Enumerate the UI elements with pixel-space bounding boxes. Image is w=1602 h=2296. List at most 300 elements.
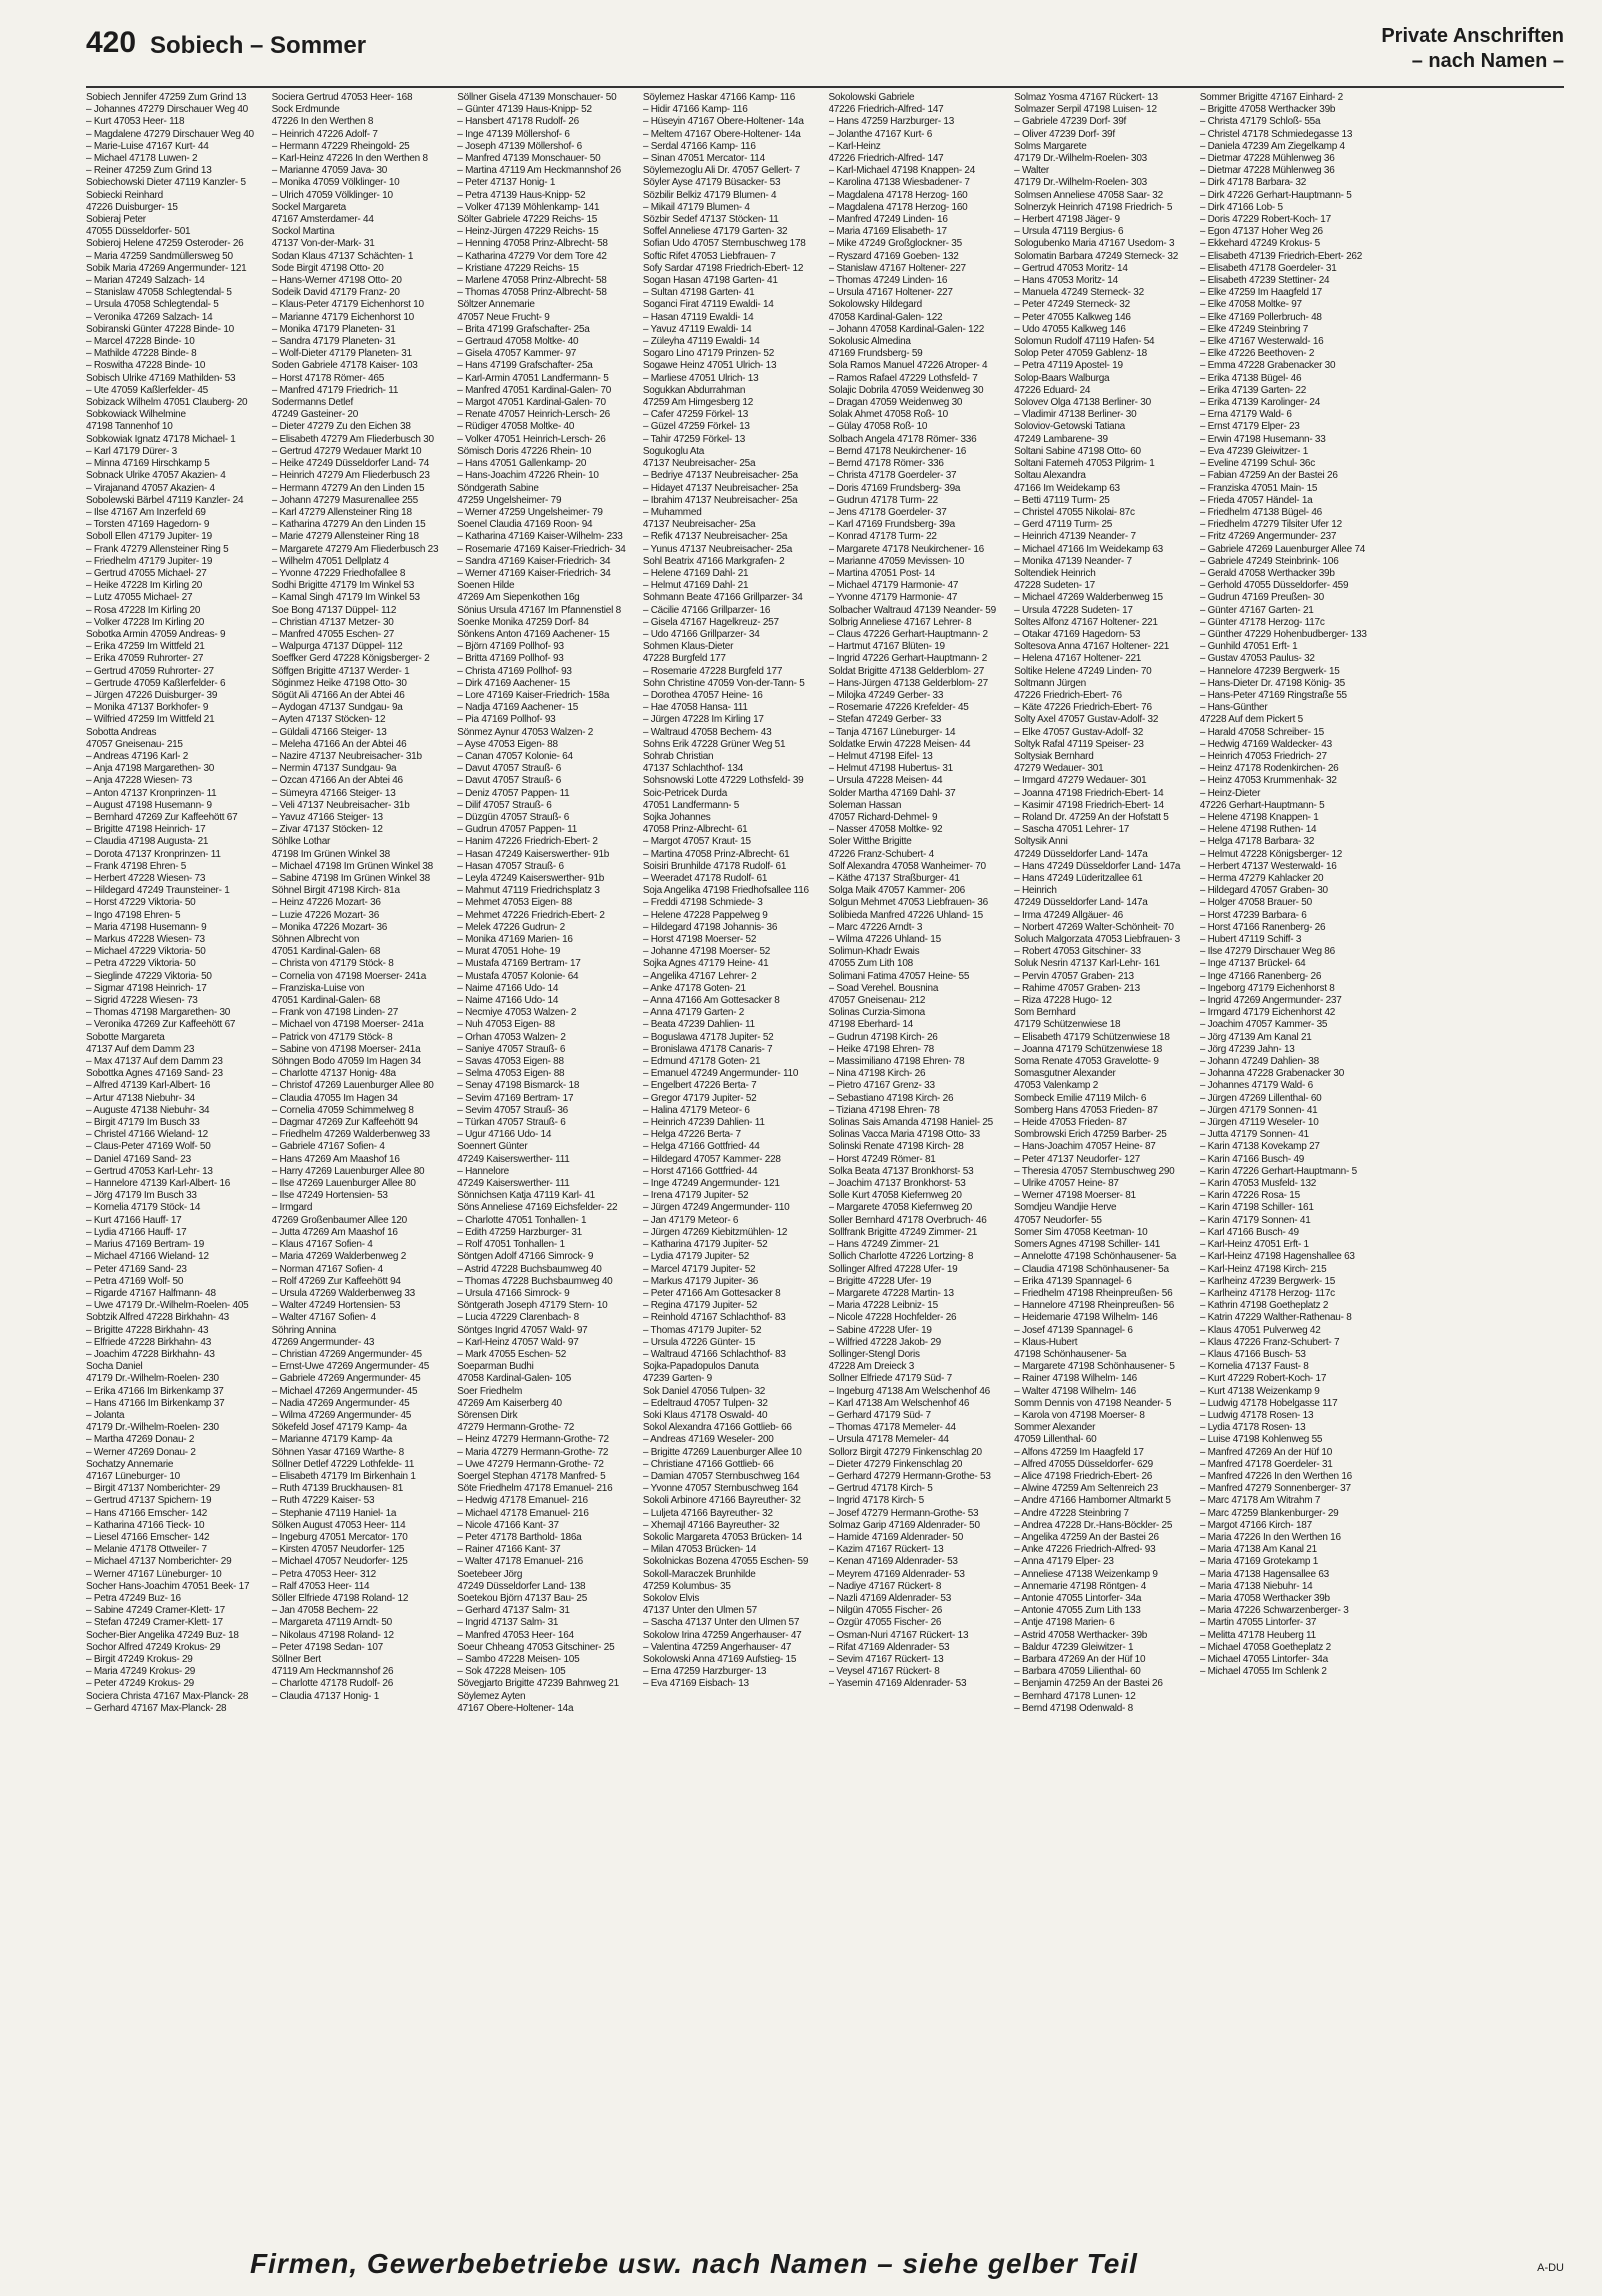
- directory-entry: – Maria 47226 Schwarzenberger- 3: [1199, 1605, 1349, 1617]
- directory-entry: – Hannelore 47198 Rheinpreußen- 56: [1014, 1300, 1175, 1312]
- directory-entry: – Elfriede 47228 Birkhahn- 43: [86, 1336, 212, 1348]
- directory-entry: – Angelika 47167 Lehrer- 2: [642, 970, 757, 982]
- directory-entry: – Antje 47198 Marien- 6: [1014, 1617, 1115, 1629]
- directory-entry: – Nasser 47058 Moltke- 92: [828, 824, 943, 836]
- directory-entry: – Hae 47058 Hansa- 111: [642, 702, 748, 714]
- directory-entry: – Emma 47228 Grabenacker 30: [1199, 360, 1336, 372]
- directory-entry: 47228 Am Dreieck 3: [828, 1361, 915, 1373]
- directory-entry: – Anna 47166 Am Gottesacker 8: [642, 995, 780, 1007]
- directory-entry: – Rüdiger 47058 Moltke- 40: [457, 421, 575, 433]
- directory-entry: Softic Rifet 47053 Liebfrauen- 7: [642, 250, 776, 262]
- directory-entry: Sohsnowski Lotte 47229 Lothsfeld- 39: [642, 775, 804, 787]
- directory-entry: – Selma 47053 Eigen- 88: [457, 1068, 565, 1080]
- directory-entry: – Horst 47239 Barbara- 6: [1199, 909, 1307, 921]
- directory-entry: – Boguslawa 47178 Jupiter- 52: [642, 1031, 774, 1043]
- directory-entry: – Ingeburg 47051 Mercator- 170: [271, 1531, 408, 1543]
- directory-column: [829, 92, 1008, 2244]
- directory-entry: – Serdal 47166 Kamp- 116: [642, 140, 756, 152]
- directory-entry: – Ursula 47269 Walderbenweg 33: [271, 1287, 415, 1299]
- directory-entry: – Edith 47259 Harzburger- 31: [457, 1226, 582, 1238]
- directory-entry: 47259 Ungelsheimer- 79: [457, 494, 562, 506]
- directory-entry: Solms Margarete: [1014, 140, 1087, 152]
- directory-entry: – Engelbert 47226 Berta- 7: [642, 1080, 757, 1092]
- directory-entry: – Peter 47249 Krokus- 29: [86, 1678, 194, 1690]
- directory-entry: – Manfred 47279 Sonnenberger- 37: [1199, 1483, 1351, 1495]
- directory-entry: – Theresia 47057 Sternbuschweg 290: [1014, 1165, 1175, 1177]
- directory-entry: – Maria 47228 Leibniz- 15: [828, 1300, 938, 1312]
- directory-entry: – Helene 47198 Ruthen- 14: [1199, 824, 1317, 836]
- directory-entry: – Sabine von 47198 Moerser- 241a: [271, 1043, 421, 1055]
- directory-entry: – Luzie 47226 Mozart- 36: [271, 909, 380, 921]
- directory-entry: Sörensen Dirk: [457, 1409, 518, 1421]
- directory-entry: – Elke 47057 Gustav-Adolf- 32: [1014, 726, 1144, 738]
- directory-entry: 47239 Garten- 9: [642, 1373, 712, 1385]
- directory-entry: – Sok 47228 Meisen- 105: [457, 1666, 566, 1678]
- directory-entry: – Ilse 47269 Lauenburger Allee 80: [271, 1178, 416, 1190]
- directory-entry: – Hildegard 47057 Graben- 30: [1199, 885, 1328, 897]
- directory-entry: – Yasemin 47169 Aldenrader- 53: [828, 1678, 967, 1690]
- directory-entry: Söntgen Adolf 47166 Simrock- 9: [457, 1251, 594, 1263]
- directory-entry: – Horst 47198 Moerser- 52: [642, 934, 757, 946]
- directory-entry: – Margarete 47228 Martin- 13: [828, 1287, 954, 1299]
- directory-entry: Sologubenko Maria 47167 Usedom- 3: [1014, 238, 1175, 250]
- directory-entry: Soltmann Jürgen: [1014, 677, 1086, 689]
- directory-entry: – Dieter 47279 Zu den Eichen 38: [271, 421, 411, 433]
- directory-entry: Solovev Olga 47138 Berliner- 30: [1014, 397, 1151, 409]
- directory-entry: – Renate 47057 Heinrich-Lersch- 26: [457, 409, 610, 421]
- directory-entry: – Rosemarie 47226 Krefelder- 45: [828, 702, 969, 714]
- directory-entry: – Ingeburg 47138 Am Welschenhof 46: [828, 1385, 990, 1397]
- directory-entry: – Betti 47119 Turm- 25: [1014, 494, 1110, 506]
- directory-entry: – Josef 47139 Spannagel- 6: [1014, 1324, 1133, 1336]
- directory-entry: – Walpurga 47137 Düppel- 112: [271, 641, 403, 653]
- directory-entry: – Ugur 47166 Udo- 14: [457, 1129, 552, 1141]
- directory-entry: – Hans-Dieter Dr. 47198 König- 35: [1199, 677, 1345, 689]
- directory-entry: – Sevim 47167 Rückert- 13: [828, 1654, 944, 1665]
- directory-entry: – Jan 47058 Bechem- 22: [271, 1605, 378, 1617]
- directory-entry: – Herbert 47137 Westerwald- 16: [1199, 860, 1337, 872]
- directory-entry: 47179 Dr.-Wilhelm-Roelen- 303: [1014, 177, 1147, 189]
- directory-entry: – Rahime 47057 Graben- 213: [1014, 982, 1140, 994]
- directory-entry: – Minna 47169 Hirschkamp 5: [86, 458, 210, 470]
- directory-entry: 47179 Dr.-Wilhelm-Roelen- 230: [86, 1373, 219, 1385]
- directory-entry: – Markus 47228 Wiesen- 73: [86, 934, 205, 946]
- directory-entry: – Ursula 47228 Sudeten- 17: [1014, 604, 1133, 616]
- directory-entry: – Massimiliano 47198 Ehren- 78: [828, 1056, 965, 1068]
- directory-entry: – Peter 47169 Sand- 23: [86, 1263, 187, 1275]
- directory-entry: 47226 Friedrich-Alfred- 147: [828, 153, 944, 165]
- directory-entry: Soganci Firat 47119 Ewaldi- 14: [642, 299, 774, 311]
- directory-entry: 47058 Kardinal-Galen- 122: [828, 311, 943, 323]
- directory-entry: – Mustafa 47057 Kolonie- 64: [457, 970, 579, 982]
- directory-entry: Solimani Fatima 47057 Heine- 55: [828, 970, 970, 982]
- directory-entry: Sohl Beatrix 47166 Markgrafen- 2: [642, 555, 785, 567]
- directory-entry: – Sabine 47198 Im Grünen Winkel 38: [271, 873, 430, 884]
- directory-entry: Sobizack Wilhelm 47051 Clauberg- 20: [86, 397, 248, 409]
- directory-entry: Söhngen Bodo 47059 Im Hagen 34: [271, 1056, 421, 1068]
- directory-entry: – Kurt 47053 Heer- 118: [86, 116, 185, 128]
- directory-entry: – Jörg 47139 Am Kanal 21: [1199, 1031, 1312, 1043]
- directory-entry: Socher-Bier Angelika 47249 Buz- 18: [86, 1629, 239, 1641]
- directory-entry: Solinski Renate 47198 Kirch- 28: [828, 1141, 964, 1153]
- directory-entry: – Hans 47051 Gallenkamp- 20: [457, 458, 587, 470]
- directory-entry: – Yvonne 47057 Sternbuschweg 164: [642, 1483, 799, 1495]
- directory-entry: – Volker 47228 Im Kirling 20: [86, 616, 205, 628]
- directory-entry: – Ludwig 47178 Hobelgasse 117: [1199, 1397, 1338, 1409]
- directory-entry: Söylemez Haskar 47166 Kamp- 116: [642, 92, 796, 103]
- directory-entry: – Karl-Heinz 47198 Kirch- 215: [1199, 1263, 1327, 1275]
- directory-entry: – Melanie 47178 Ottweiler- 7: [86, 1544, 207, 1556]
- directory-entry: Sohmen Klaus-Dieter: [642, 641, 734, 653]
- directory-entry: – Jürgen 47179 Sonnen- 41: [1199, 1104, 1318, 1116]
- directory-entry: – Erika 47166 Im Birkenkamp 37: [86, 1385, 224, 1397]
- directory-entry: Sobotta Andreas: [86, 726, 157, 738]
- directory-entry: – Kurt 47229 Robert-Koch- 17: [1199, 1373, 1327, 1385]
- directory-entry: – Günter 47178 Herzog- 117c: [1199, 616, 1325, 628]
- directory-entry: Sokoli Arbinore 47166 Bayreuther- 32: [642, 1495, 801, 1507]
- directory-column: [272, 92, 451, 2244]
- directory-entry: – Klaus-Peter 47179 Eichenhorst 10: [271, 299, 424, 311]
- directory-entry: – Hans-Jürgen 47138 Gelderblom- 27: [828, 677, 988, 689]
- directory-entry: – Friedhelm 47179 Jupiter- 19: [86, 555, 213, 567]
- directory-entry: – Michael 47137 Nomberichter- 29: [86, 1556, 232, 1568]
- directory-entry: – Anneliese 47138 Weizenkamp 9: [1014, 1568, 1158, 1580]
- directory-entry: – Cornelia 47059 Schimmelweg 8: [271, 1104, 414, 1116]
- directory-entry: – Ruth 47139 Bruckhausen- 81: [271, 1483, 404, 1495]
- directory-entry: – Marie 47279 Allensteiner Ring 18: [271, 531, 419, 543]
- directory-entry: Sohn Christine 47059 Von-der-Tann- 5: [642, 677, 805, 689]
- directory-entry: – Magdalene 47279 Dirschauer Weg 40: [86, 128, 254, 140]
- directory-entry: – Karl-Heinz 47198 Hagenshallee 63: [1199, 1251, 1355, 1263]
- directory-entry: – Erika 47139 Karolinger- 24: [1199, 397, 1321, 409]
- directory-entry: – Horst 47178 Römer- 465: [271, 372, 385, 384]
- directory-entry: Sogawe Heinz 47051 Ulrich- 13: [642, 360, 777, 372]
- directory-entry: – Hans-Peter 47169 Ringstraße 55: [1199, 689, 1347, 701]
- directory-entry: – Frank 47279 Allensteiner Ring 5: [86, 543, 229, 555]
- directory-entry: 47167 Obere-Holtener- 14a: [457, 1702, 574, 1714]
- directory-entry: – Lore 47169 Kaiser-Friedrich- 158a: [457, 689, 610, 701]
- directory-entry: – Ryszard 47169 Goeben- 132: [828, 250, 959, 262]
- directory-entry: Soler Witthe Brigitte: [828, 836, 912, 848]
- directory-entry: – Kenan 47169 Aldenrader- 53: [828, 1556, 958, 1568]
- directory-entry: – Ulrich 47059 Völklinger- 10: [271, 189, 393, 201]
- directory-entry: Soeur Chheang 47053 Gitschiner- 25: [457, 1641, 615, 1653]
- directory-entry: – Ursula 47119 Bergius- 6: [1014, 226, 1124, 238]
- directory-entry: – Tahir 47259 Förkel- 13: [642, 433, 746, 445]
- directory-entry: – Doris 47169 Frundsberg- 39a: [828, 482, 961, 494]
- directory-entry: – Milan 47053 Brücken- 14: [642, 1544, 757, 1556]
- directory-entry: Socha Daniel: [86, 1361, 143, 1373]
- directory-entry: Somers Agnes 47198 Schiller- 141: [1014, 1239, 1161, 1251]
- directory-entry: 47249 Düsseldorfer Land- 147a: [1014, 897, 1148, 909]
- directory-entry: Sohns Erik 47228 Grüner Weg 51: [642, 738, 786, 750]
- directory-entry: Sönnichsen Katja 47119 Karl- 41: [457, 1190, 595, 1202]
- directory-entry: Soltysik Anni: [1014, 836, 1068, 848]
- directory-entry: – Andreas 47196 Karl- 2: [86, 750, 189, 762]
- directory-entry: – Robert 47053 Gitschiner- 33: [1014, 946, 1141, 958]
- directory-entry: – Hans 47166 Emscher- 142: [86, 1507, 208, 1519]
- directory-entry: – Manfred 47139 Monschauer- 50: [457, 153, 601, 165]
- directory-entry: – Werner 47269 Donau- 2: [86, 1446, 196, 1458]
- directory-entry: – Margarete 47279 Am Fliederbusch 23: [271, 543, 439, 555]
- directory-entry: – Martina 47058 Prinz-Albrecht- 61: [642, 848, 790, 860]
- directory-entry: – August 47198 Husemann- 9: [86, 799, 212, 811]
- directory-entry: – Mehmet 47053 Eigen- 88: [457, 897, 572, 909]
- directory-entry: – Elke 47259 Im Haagfeld 17: [1199, 287, 1322, 299]
- directory-entry: 47058 Kardinal-Galen- 105: [457, 1373, 572, 1385]
- directory-entry: – Gustav 47053 Paulus- 32: [1199, 653, 1315, 665]
- directory-entry: – Monika 47139 Neander- 7: [1014, 555, 1132, 567]
- directory-entry: – Düzgün 47057 Strauß- 6: [457, 811, 570, 823]
- directory-entry: – Maria 47198 Husemann- 9: [86, 921, 207, 933]
- directory-entry: – Hannelore: [457, 1165, 509, 1177]
- directory-entry: – Maria 47138 Am Kanal 21: [1199, 1544, 1317, 1556]
- directory-entry: – Klaus 47226 Franz-Schubert- 7: [1199, 1336, 1340, 1348]
- directory-entry: – Monika 47059 Völklinger- 10: [271, 177, 400, 189]
- directory-entry: – Monika 47226 Mozart- 36: [271, 921, 388, 933]
- directory-entry: – Karin 47198 Schiller- 161: [1199, 1202, 1314, 1214]
- directory-entry: – Pietro 47167 Grenz- 33: [828, 1080, 935, 1092]
- directory-entry: 47249 Düsseldorfer Land- 138: [457, 1580, 586, 1592]
- directory-entry: – Jolanta: [86, 1409, 125, 1421]
- directory-entry: 47051 Kardinal-Galen- 68: [271, 946, 381, 958]
- directory-entry: – Gabriele 47269 Angermunder- 45: [271, 1373, 421, 1385]
- directory-entry: 47137 Unter den Ulmen 57: [642, 1605, 757, 1617]
- directory-entry: – Gudrun 47198 Kirch- 26: [828, 1031, 938, 1043]
- directory-entry: – Marcel 47228 Binde- 10: [86, 336, 195, 348]
- directory-entry: – Gertraud 47058 Moltke- 40: [457, 336, 579, 348]
- directory-entry: – Gertrud 47053 Moritz- 14: [1014, 262, 1128, 274]
- directory-entry: – Ludwig 47178 Rosen- 13: [1199, 1409, 1314, 1421]
- directory-entry: – Eva 47239 Gleiwitzer- 1: [1199, 445, 1309, 457]
- directory-entry: – Melitta 47178 Heuberg 11: [1199, 1629, 1316, 1641]
- directory-entry: – Horst 47229 Viktoria- 50: [86, 897, 196, 909]
- directory-entry: – Wolf-Dieter 47179 Planeten- 31: [271, 348, 412, 360]
- directory-entry: 47226 Friedrich-Alfred- 147: [828, 104, 944, 116]
- directory-entry: – Frieda 47057 Händel- 1a: [1199, 494, 1313, 506]
- directory-entry: – Yavuz 47119 Ewaldi- 14: [642, 323, 752, 335]
- directory-entry: – Michael 47179 Harmonie- 47: [828, 580, 959, 592]
- directory-entry: – Rosa 47228 Im Kirling 20: [86, 604, 201, 616]
- directory-entry: – Elke 47226 Beethoven- 2: [1199, 348, 1315, 360]
- directory-entry: – Senay 47198 Bismarck- 18: [457, 1080, 580, 1092]
- directory-column: [1200, 92, 1379, 2244]
- directory-entry: 47051 Kardinal-Galen- 68: [271, 995, 381, 1007]
- directory-entry: – Veli 47137 Neubreisacher- 31b: [271, 799, 410, 811]
- directory-entry: Solomatin Barbara 47249 Sterneck- 32: [1014, 250, 1179, 262]
- directory-entry: – Bedriye 47137 Neubreisacher- 25a: [642, 470, 798, 482]
- directory-entry: – Katharina 47279 Vor dem Tore 42: [457, 250, 607, 262]
- directory-entry: – Özgür 47055 Fischer- 26: [828, 1617, 942, 1629]
- directory-entry: – Marian 47249 Salzach- 14: [86, 275, 205, 287]
- directory-entry: – Anna 47179 Garten- 2: [642, 1007, 745, 1019]
- directory-entry: – Joachim 47057 Kammer- 35: [1199, 1019, 1328, 1031]
- directory-entry: – Waltraud 47166 Schlachthof- 83: [642, 1348, 786, 1360]
- directory-entry: – Hasan 47057 Strauß- 6: [457, 860, 564, 872]
- directory-entry: – Margarete 47058 Kiefernweg 20: [828, 1202, 972, 1214]
- directory-entry: Sollich Charlotte 47226 Lortzing- 8: [828, 1251, 974, 1263]
- directory-entry: 47226 Franz-Schubert- 4: [828, 848, 934, 860]
- directory-entry: – Marliese 47051 Ulrich- 13: [642, 372, 759, 384]
- directory-entry: – Patrick von 47179 Stöck- 8: [271, 1031, 393, 1043]
- directory-entry: – Christof 47269 Lauenburger Allee 80: [271, 1080, 434, 1092]
- directory-entry: – Xhemajl 47166 Bayreuther- 32: [642, 1519, 780, 1531]
- directory-entry: – Maria 47138 Niebuhr- 14: [1199, 1580, 1313, 1592]
- directory-entry: – Michael 47229 Viktoria- 50: [86, 946, 206, 958]
- directory-entry: – Nuh 47053 Eigen- 88: [457, 1019, 555, 1031]
- directory-entry: Sobkowiack Wilhelmine: [86, 409, 186, 421]
- directory-entry: – Gertrud 47059 Ruhrorter- 27: [86, 665, 214, 677]
- directory-entry: – Kurt 47166 Hauff- 17: [86, 1214, 182, 1226]
- section-title-line-1: Private Anschriften: [1381, 25, 1564, 47]
- directory-entry: – Gertrud 47279 Wedauer Markt 10: [271, 445, 422, 457]
- directory-entry: – Marc 47226 Arndt- 3: [828, 921, 923, 933]
- directory-entry: – Rolf 47051 Tonhallen- 1: [457, 1239, 565, 1251]
- directory-entry: – Bernhard 47269 Zur Kaffeehött 67: [86, 811, 238, 823]
- directory-entry: – Murat 47051 Hohe- 19: [457, 946, 561, 958]
- directory-entry: – Frank 47198 Ehren- 5: [86, 860, 187, 872]
- directory-entry: – Petra 47169 Wolf- 50: [86, 1275, 184, 1287]
- directory-entry: – Katharina 47279 An den Linden 15: [271, 519, 426, 531]
- directory-entry: – Virajanand 47057 Akazien- 4: [86, 482, 215, 494]
- directory-entry: – Ernst-Uwe 47269 Angermunder- 45: [271, 1361, 430, 1373]
- directory-entry: – Ingrid 47178 Kirch- 5: [828, 1495, 924, 1507]
- directory-entry: – Brigitte 47228 Ufer- 19: [828, 1275, 932, 1287]
- directory-entry: – Irmgard 47279 Wedauer- 301: [1014, 775, 1147, 787]
- directory-entry: Söte Friedhelm 47178 Emanuel- 216: [457, 1483, 613, 1495]
- directory-entry: Soer Friedhelm: [457, 1385, 523, 1397]
- directory-entry: – Ingrid 47269 Angermunder- 237: [1199, 995, 1342, 1007]
- directory-entry: – Gertrud 47053 Karl-Lehr- 13: [86, 1165, 213, 1177]
- directory-entry: – Manfred 47178 Goerdeler- 31: [1199, 1458, 1333, 1470]
- directory-entry: – Hubert 47119 Schiff- 3: [1199, 934, 1302, 946]
- directory-entry: 47055 Düsseldorfer- 501: [86, 226, 191, 238]
- directory-entry: – Maria 47169 Elisabeth- 17: [828, 226, 947, 238]
- directory-entry: – Angelika 47259 An der Bastei 26: [1014, 1531, 1159, 1543]
- directory-entry: Soffel Anneliese 47179 Garten- 32: [642, 226, 788, 238]
- directory-entry: – Johann 47279 Masurenallee 255: [271, 494, 418, 506]
- directory-entry: Soluk Nesrin 47137 Karl-Lehr- 161: [1014, 958, 1160, 970]
- directory-entry: – Nadia 47269 Angermunder- 45: [271, 1397, 410, 1409]
- directory-entry: – Benjamin 47259 An der Bastei 26: [1014, 1678, 1163, 1690]
- directory-entry: – Dagmar 47269 Zur Kaffeehött 94: [271, 1117, 418, 1129]
- directory-entry: Solf Alexandra 47058 Wanheimer- 70: [828, 860, 986, 872]
- directory-entry: 47269 Angermunder- 43: [271, 1336, 375, 1348]
- directory-entry: Söntges Ingrid 47057 Wald- 97: [457, 1324, 588, 1336]
- directory-entry: – Karlheinz 47178 Herzog- 117c: [1199, 1287, 1335, 1299]
- directory-entry: – Christel 47055 Nikolai- 87c: [1014, 506, 1135, 518]
- directory-entry: Solmazer Serpil 47198 Luisen- 12: [1014, 104, 1157, 116]
- directory-entry: Sokolic Margareta 47053 Brücken- 14: [642, 1531, 802, 1543]
- directory-entry: – Daniel 47169 Sand- 23: [86, 1153, 191, 1165]
- directory-entry: – Gudrun 47178 Turm- 22: [828, 494, 938, 506]
- directory-entry: – Heide 47053 Frieden- 87: [1014, 1117, 1127, 1129]
- directory-entry: – Joachim 47228 Birkhahn- 43: [86, 1348, 215, 1360]
- directory-entry: – Hansbert 47178 Rudolf- 26: [457, 116, 579, 128]
- directory-entry: Söhring Annina: [271, 1324, 336, 1336]
- directory-entry: – Joseph 47139 Möllershof- 6: [457, 140, 582, 152]
- directory-entry: – Güzel 47259 Förkel- 13: [642, 421, 750, 433]
- directory-entry: – Irmgard: [271, 1202, 313, 1214]
- directory-entry: – Brigitte 47198 Heinrich- 17: [86, 824, 206, 836]
- directory-entry: – Nazli 47169 Aldenrader- 53: [828, 1592, 952, 1604]
- directory-entry: – Inge 47166 Ranenberg- 26: [1199, 970, 1322, 982]
- directory-entry: Söylemezoglu Ali Dr. 47057 Gellert- 7: [642, 165, 800, 177]
- directory-entry: – Charlotte 47137 Honig- 48a: [271, 1068, 396, 1080]
- directory-entry: – Ruth 47229 Kaiser- 53: [271, 1495, 375, 1507]
- directory-entry: – Sultan 47198 Garten- 41: [642, 287, 755, 299]
- directory-entry: – Petra 47053 Heer- 312: [271, 1568, 376, 1580]
- directory-entry: Solbacher Waltraud 47139 Neander- 59: [828, 604, 996, 616]
- directory-entry: – Gülay 47058 Roß- 10: [828, 421, 928, 433]
- directory-entry: – Herma 47279 Kahlacker 20: [1199, 873, 1324, 884]
- directory-entry: Sola Ramos Manuel 47226 Atroper- 4: [828, 360, 988, 372]
- directory-entry: – Anke 47226 Friedrich-Alfred- 93: [1014, 1544, 1156, 1556]
- directory-entry: 47057 Gneisenau- 212: [828, 995, 926, 1007]
- directory-entry: – Nicole 47228 Hochfelder- 26: [828, 1312, 957, 1324]
- directory-entry: Soltysiak Bernhard: [1014, 750, 1094, 762]
- directory-entry: Soldatke Erwin 47228 Meisen- 44: [828, 738, 971, 750]
- directory-entry: – Monika 47179 Planeten- 31: [271, 323, 396, 335]
- directory-entry: Söllner Detlef 47229 Lothfelde- 11: [271, 1458, 415, 1470]
- directory-entry: – Harry 47269 Lauenburger Allee 80: [271, 1165, 425, 1177]
- directory-entry: – Ekkehard 47249 Krokus- 5: [1199, 238, 1320, 250]
- directory-entry: Sokolowski Gabriele: [828, 92, 915, 103]
- directory-entry: 47055 Zum Lith 108: [828, 958, 913, 970]
- directory-entry: – Andre 47166 Hamborner Altmarkt 5: [1014, 1495, 1171, 1507]
- directory-entry: – Hüseyin 47167 Obere-Holtener- 14a: [642, 116, 804, 128]
- directory-entry: 47057 Richard-Dehmel- 9: [828, 811, 938, 823]
- directory-entry: – Heinrich 47053 Friedrich- 27: [1199, 750, 1327, 762]
- directory-entry: – Ayten 47137 Stöcken- 12: [271, 714, 386, 726]
- directory-entry: – Nilgün 47055 Fischer- 26: [828, 1605, 943, 1617]
- directory-entry: Sözbilir Belkiz 47179 Blumen- 4: [642, 189, 777, 201]
- directory-entry: Soltike Helene 47249 Linden- 70: [1014, 665, 1152, 677]
- directory-entry: – Katrin 47229 Walther-Rathenau- 8: [1199, 1312, 1352, 1324]
- directory-entry: – Ilse 47249 Hortensien- 53: [271, 1190, 388, 1202]
- directory-entry: – Stanislaw 47167 Holtener- 227: [828, 262, 966, 274]
- directory-entry: – Holger 47058 Brauer- 50: [1199, 897, 1312, 909]
- directory-entry: – Michael 47198 Im Grünen Winkel 38: [271, 860, 433, 872]
- directory-entry: – Heidemarie 47198 Wilhelm- 146: [1014, 1312, 1158, 1324]
- directory-entry: – Sandra 47179 Planeten- 31: [271, 336, 396, 348]
- directory-entry: – Zivar 47137 Stöcken- 12: [271, 824, 383, 836]
- directory-entry: – Helmut 47198 Hubertus- 31: [828, 763, 953, 775]
- directory-entry: – Gisela 47057 Kammer- 97: [457, 348, 577, 360]
- directory-entry: 47228 Burgfeld 177: [642, 653, 726, 665]
- directory-entry: – Thomas 47178 Memeler- 44: [828, 1422, 956, 1434]
- directory-entry: – Friedhelm 47198 Rheinpreußen- 56: [1014, 1287, 1173, 1299]
- directory-entry: Sokolowski Anna 47169 Aufstieg- 15: [642, 1654, 797, 1665]
- directory-entry: – Johanna 47228 Grabenacker 30: [1199, 1068, 1345, 1080]
- directory-entry: – Lucia 47229 Clarenbach- 8: [457, 1312, 579, 1324]
- directory-entry: – Kornelia 47179 Stöck- 14: [86, 1202, 201, 1214]
- directory-entry: Soki Klaus 47178 Oswald- 40: [642, 1409, 768, 1421]
- directory-entry: – Güldali 47166 Steiger- 13: [271, 726, 387, 738]
- directory-entry: – Liesel 47166 Emscher- 142: [86, 1531, 210, 1543]
- directory-entry: 47119 Am Heckmannshof 26: [271, 1666, 394, 1678]
- directory-entry: – Nina 47198 Kirch- 26: [828, 1068, 926, 1080]
- directory-entry: Sodermanns Detlef: [271, 397, 353, 409]
- directory-entry: – Brigitte 47228 Birkhahn- 43: [86, 1324, 209, 1336]
- directory-entry: Solga Maik 47057 Kammer- 206: [828, 885, 965, 897]
- directory-entry: – Manfred 47055 Eschen- 27: [271, 628, 395, 640]
- directory-entry: – Ayse 47053 Eigen- 88: [457, 738, 558, 750]
- directory-entry: Sönmez Aynur 47053 Walzen- 2: [457, 726, 594, 738]
- directory-entry: – Reinhold 47167 Schlachthof- 83: [642, 1312, 786, 1324]
- directory-entry: – Pia 47169 Pollhof- 93: [457, 714, 556, 726]
- directory-entry: – Antonie 47055 Zum Lith 133: [1014, 1605, 1141, 1617]
